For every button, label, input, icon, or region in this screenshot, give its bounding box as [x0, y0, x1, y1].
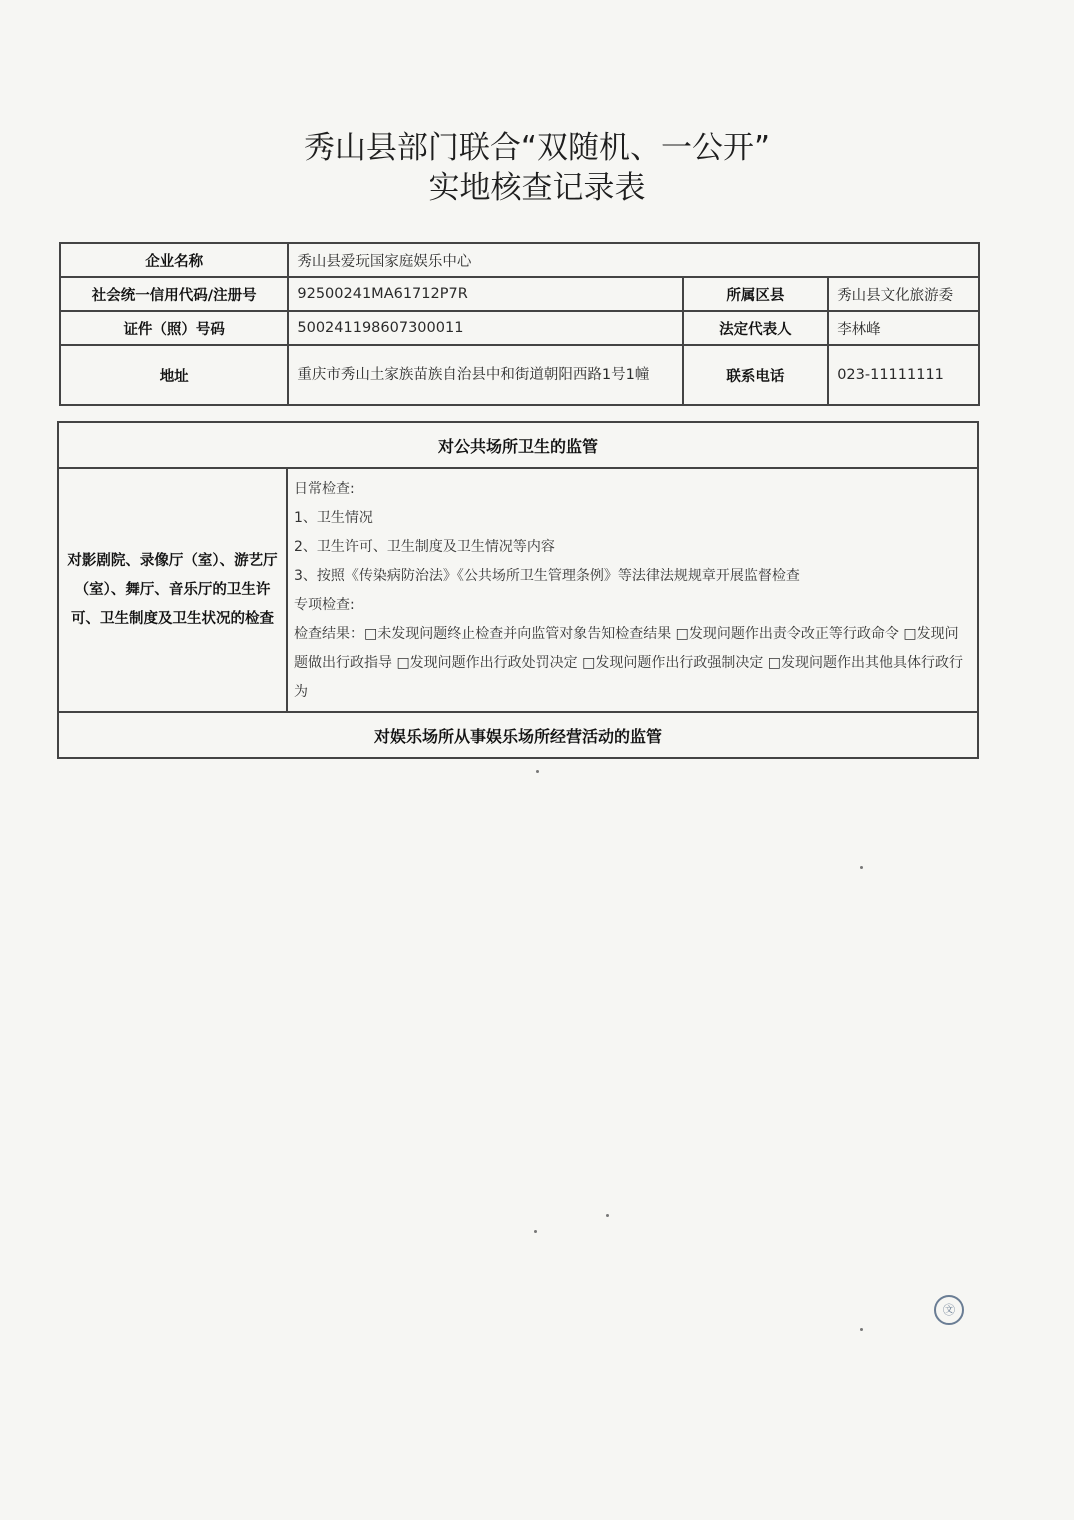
inspection-item-label: 对影剧院、录像厅（室）、游艺厅（室）、舞厅、音乐厅的卫生许可、卫生制度及卫生状况的检查 [58, 468, 287, 712]
legal-rep-label: 法定代表人 [683, 311, 829, 345]
company-name-label: 企业名称 [60, 243, 288, 277]
section-heading-public-hygiene: 对公共场所卫生的监管 [58, 422, 978, 468]
phone-label: 联系电话 [683, 345, 829, 405]
scan-speck [860, 1328, 863, 1331]
document-title [0, 128, 1074, 208]
table-row [60, 345, 979, 405]
scan-speck [606, 1214, 609, 1217]
inspection-table [57, 421, 979, 759]
stamp-icon: ㉆ [934, 1295, 964, 1325]
address-label: 地址 [60, 345, 288, 405]
table-row [58, 712, 978, 758]
table-row [58, 468, 978, 712]
title-line-2: 实地核查记录表 [428, 170, 646, 206]
daily-check-title: 日常检查: [294, 481, 355, 497]
district-label: 所属区县 [683, 277, 829, 311]
daily-item: 2、卫生许可、卫生制度及卫生情况等内容 [294, 539, 555, 555]
check-result-options: 检查结果：□未发现问题终止检查并向监管对象告知检查结果 □发现问题作出责令改正等行政命令 □发现问题做出行政指导 □发现问题作出行政处罚决定 □发现问题作出行政强制决定 □发现问题作出其他具体行政行为 [294, 626, 964, 700]
enterprise-info-table [59, 242, 980, 406]
address-value: 重庆市秀山土家族苗族自治县中和街道朝阳西路1号1幢 [288, 345, 682, 405]
scan-speck [860, 866, 863, 869]
table-row [60, 243, 979, 277]
special-check-title: 专项检查: [294, 597, 355, 613]
district-value: 秀山县文化旅游委 [828, 277, 979, 311]
inspection-content [287, 468, 978, 712]
scan-speck [536, 770, 539, 773]
title-line-1: 秀山县部门联合“双随机、一公开” [303, 130, 771, 166]
scan-speck [534, 1230, 537, 1233]
section-heading-entertainment: 对娱乐场所从事娱乐场所经营活动的监管 [58, 712, 978, 758]
id-number-value: 500241198607300011 [288, 311, 682, 345]
table-row [60, 277, 979, 311]
credit-code-label: 社会统一信用代码/注册号 [60, 277, 288, 311]
table-row [58, 422, 978, 468]
company-name-value: 秀山县爱玩国家庭娱乐中心 [288, 243, 979, 277]
phone-value: 023-11111111 [828, 345, 979, 405]
legal-rep-value: 李林峰 [828, 311, 979, 345]
daily-item: 1、卫生情况 [294, 510, 373, 526]
credit-code-value: 92500241MA61712P7R [288, 277, 682, 311]
table-row [60, 311, 979, 345]
id-number-label: 证件（照）号码 [60, 311, 288, 345]
daily-item: 3、按照《传染病防治法》《公共场所卫生管理条例》等法律法规规章开展监督检查 [294, 568, 800, 584]
